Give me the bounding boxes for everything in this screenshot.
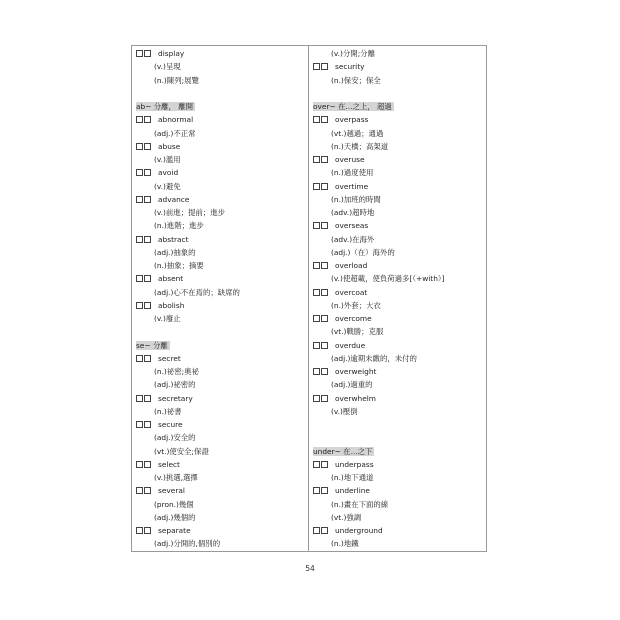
prefix-heading-text: ab~ 分離， 離開	[136, 102, 194, 111]
empty-box-icon	[136, 302, 143, 309]
definition-row	[313, 127, 485, 140]
empty-box-icon	[321, 395, 328, 402]
definition-row	[313, 471, 485, 484]
vocab-word: overwhelm	[335, 393, 377, 403]
vocab-word-row	[136, 166, 306, 179]
prefix-heading	[313, 100, 485, 113]
vocab-word: separate	[158, 526, 191, 535]
vocab-word-row	[136, 272, 306, 285]
blank-row	[313, 87, 485, 100]
empty-box-icon	[313, 527, 320, 534]
definition-row	[313, 378, 485, 391]
empty-box-icon	[313, 342, 320, 349]
empty-box-icon	[144, 395, 151, 402]
vocab-word: secretary	[158, 393, 193, 403]
vocab-word-row	[136, 113, 306, 126]
vocab-word-row	[136, 458, 306, 471]
empty-box-icon	[321, 183, 328, 190]
checkbox-pair	[136, 275, 154, 283]
definition-row	[136, 445, 306, 458]
definition-text: (vt.)戰勝；克服	[331, 327, 384, 337]
empty-box-icon	[321, 527, 328, 534]
definition-row	[136, 246, 306, 259]
vocab-word-row	[313, 339, 485, 352]
vocab-word: abolish	[158, 300, 185, 310]
empty-box-icon	[313, 262, 320, 269]
vocab-word-row	[313, 113, 485, 126]
checkbox-pair	[136, 116, 154, 124]
vocab-word: security	[335, 62, 365, 72]
definition-text: (v.)廢止	[154, 314, 181, 323]
vocab-word: underground	[335, 526, 383, 535]
checkbox-pair	[136, 196, 154, 204]
vocab-word: overweight	[335, 367, 377, 376]
definition-text: (v.)避免	[154, 181, 181, 191]
vocab-word: overpass	[335, 115, 369, 125]
checkbox-pair	[136, 527, 154, 535]
empty-box-icon	[144, 236, 151, 243]
prefix-heading	[313, 445, 485, 458]
definition-text: (adj.)過重的	[331, 380, 373, 390]
vocab-word-row	[136, 524, 306, 537]
vocab-word: avoid	[158, 168, 179, 178]
vocab-word: secret	[158, 353, 181, 363]
blank-row	[313, 418, 485, 431]
empty-box-icon	[321, 342, 328, 349]
checkbox-pair	[136, 421, 154, 429]
definition-text: (n.)保安；保全	[331, 75, 381, 85]
definition-row	[136, 511, 306, 524]
vocab-word-row	[313, 259, 485, 272]
vocab-word-row	[136, 484, 306, 497]
definition-row	[136, 405, 306, 418]
definition-row	[136, 286, 306, 299]
definition-text: (v.)濫用	[154, 155, 181, 164]
definition-row	[136, 259, 306, 272]
definition-row	[136, 219, 306, 232]
vocab-word-row	[136, 299, 306, 312]
definition-text: (vt.)越過；通過	[331, 128, 384, 138]
definition-text: (adj.)分開的,個別的	[154, 539, 221, 549]
definition-row	[136, 431, 306, 444]
empty-box-icon	[136, 169, 143, 176]
checkbox-pair	[313, 342, 331, 350]
definition-text: (adj.)祕密的	[154, 380, 196, 390]
checkbox-pair	[136, 395, 154, 403]
definition-row	[313, 325, 485, 338]
definition-text: (v.)呈現	[154, 62, 181, 72]
definition-text: (n.)進階；進步	[154, 221, 204, 231]
checkbox-pair	[313, 395, 331, 403]
definition-text: (n.)祕密;奧祕	[154, 367, 199, 376]
checkbox-pair	[313, 315, 331, 323]
definition-row	[136, 498, 306, 511]
checkbox-pair	[136, 169, 154, 177]
vocab-word: absent	[158, 274, 184, 284]
vocab-word: select	[158, 459, 180, 469]
definition-row	[313, 405, 485, 418]
definition-text: (n.)陳列;展覽	[154, 75, 199, 85]
definition-text: (adv.)在海外	[331, 234, 375, 244]
empty-box-icon	[136, 487, 143, 494]
vocab-word-row	[136, 233, 306, 246]
vocab-word-row	[136, 392, 306, 405]
definition-row	[313, 246, 485, 259]
empty-box-icon	[313, 156, 320, 163]
empty-box-icon	[136, 461, 143, 468]
definition-row	[313, 511, 485, 524]
definition-text: (vt.)使安全;保證	[154, 446, 209, 456]
empty-box-icon	[144, 169, 151, 176]
checkbox-pair	[313, 368, 331, 376]
vocab-word-row	[313, 392, 485, 405]
vocab-word: overcoat	[335, 287, 368, 297]
definition-row	[136, 312, 306, 325]
definition-row	[136, 537, 306, 550]
definition-row	[313, 206, 485, 219]
empty-box-icon	[136, 395, 143, 402]
prefix-heading-text: under~ 在...之下	[313, 446, 373, 456]
empty-box-icon	[144, 50, 151, 57]
definition-row	[136, 153, 306, 166]
vocab-word: underpass	[335, 459, 374, 469]
empty-box-icon	[136, 116, 143, 123]
checkbox-pair	[313, 63, 331, 71]
empty-box-icon	[321, 63, 328, 70]
empty-box-icon	[136, 527, 143, 534]
empty-box-icon	[144, 196, 151, 203]
prefix-heading-text: se~ 分離	[136, 340, 168, 350]
vocab-word-row	[313, 219, 485, 232]
empty-box-icon	[136, 236, 143, 243]
empty-box-icon	[321, 289, 328, 296]
definition-row	[313, 74, 485, 87]
empty-box-icon	[136, 275, 143, 282]
definition-text: (pron.)幾個	[154, 499, 194, 509]
definition-text: (n.)抽象；摘要	[154, 261, 204, 270]
definition-row	[136, 471, 306, 484]
empty-box-icon	[136, 196, 143, 203]
definition-row	[313, 193, 485, 206]
checkbox-pair	[136, 236, 154, 244]
vocab-word: abnormal	[158, 115, 194, 125]
definition-row	[313, 272, 485, 285]
definition-text: (n.)祕書	[154, 406, 182, 416]
empty-box-icon	[321, 222, 328, 229]
checkbox-pair	[313, 487, 331, 495]
checkbox-pair	[313, 156, 331, 164]
definition-row	[136, 60, 306, 73]
checkbox-pair	[313, 183, 331, 191]
checkbox-pair	[313, 222, 331, 230]
vocab-word: advance	[158, 194, 190, 204]
empty-box-icon	[144, 487, 151, 494]
definition-row	[313, 299, 485, 312]
definition-row	[136, 180, 306, 193]
empty-box-icon	[144, 421, 151, 428]
checkbox-pair	[136, 355, 154, 363]
definition-text: (n.)過度使用	[331, 168, 374, 178]
left-column	[136, 47, 306, 551]
vocab-word: display	[158, 49, 185, 58]
prefix-heading	[136, 339, 306, 352]
empty-box-icon	[313, 116, 320, 123]
definition-text: (adj.)不正常	[154, 128, 196, 138]
definition-row	[136, 127, 306, 140]
definition-row	[313, 352, 485, 365]
checkbox-pair	[136, 302, 154, 310]
checkbox-pair	[313, 262, 331, 270]
vocab-word: overload	[335, 261, 368, 270]
definition-text: (v.)分開;分離	[331, 49, 375, 58]
definition-text: (v.)壓倒	[331, 406, 358, 416]
prefix-heading	[136, 100, 306, 113]
vocab-word: overcome	[335, 314, 372, 323]
definition-text: (adv.)超時地	[331, 208, 375, 217]
empty-box-icon	[321, 262, 328, 269]
vocab-word-row	[136, 193, 306, 206]
definition-text: (v.)前進；提前；進步	[154, 208, 226, 217]
page-number: 54	[305, 564, 315, 573]
vocab-word: abuse	[158, 141, 181, 151]
checkbox-pair	[136, 143, 154, 151]
definition-text: (v.)使超載，使負荷過多[（+with）]	[331, 274, 445, 284]
vocab-word-row	[313, 458, 485, 471]
definition-row	[136, 74, 306, 87]
vocab-word: overtime	[335, 181, 369, 191]
column-divider	[308, 45, 309, 552]
empty-box-icon	[313, 368, 320, 375]
definition-text: (n.)外套；大衣	[331, 300, 381, 310]
definition-text: (adj.)心不在焉的；缺席的	[154, 287, 240, 297]
vocab-word: overseas	[335, 221, 369, 231]
empty-box-icon	[321, 156, 328, 163]
empty-box-icon	[313, 315, 320, 322]
definition-text: (n.)天橋；高架道	[331, 141, 389, 151]
definition-text: (adj.)抽象的	[154, 247, 196, 257]
vocab-word-row	[313, 60, 485, 73]
vocab-word-row	[313, 286, 485, 299]
vocab-word: abstract	[158, 234, 189, 244]
empty-box-icon	[144, 461, 151, 468]
empty-box-icon	[321, 116, 328, 123]
vocab-word-row	[313, 180, 485, 193]
empty-box-icon	[313, 183, 320, 190]
vocab-word-row	[136, 47, 306, 60]
definition-row	[313, 166, 485, 179]
empty-box-icon	[136, 143, 143, 150]
empty-box-icon	[321, 368, 328, 375]
empty-box-icon	[313, 487, 320, 494]
definition-text: (v.)挑選,選擇	[154, 473, 198, 482]
empty-box-icon	[144, 302, 151, 309]
definition-row	[313, 47, 485, 60]
definition-row	[313, 140, 485, 153]
definition-text: (vt.)強調	[331, 512, 362, 522]
checkbox-pair	[136, 461, 154, 469]
vocab-word: underline	[335, 486, 370, 496]
vocab-word-row	[313, 365, 485, 378]
vocab-word-row	[313, 312, 485, 325]
checkbox-pair	[313, 461, 331, 469]
definition-text: (n.)地鐵	[331, 539, 359, 549]
empty-box-icon	[144, 116, 151, 123]
checkbox-pair	[313, 527, 331, 535]
checkbox-pair	[136, 50, 154, 58]
empty-box-icon	[321, 315, 328, 322]
empty-box-icon	[313, 461, 320, 468]
definition-row	[136, 378, 306, 391]
blank-row	[136, 87, 306, 100]
definition-row	[136, 206, 306, 219]
definition-text: (adj.)（在）海外的	[331, 247, 395, 257]
vocab-word: overuse	[335, 155, 365, 164]
definition-text: (adj.)安全的	[154, 433, 196, 443]
vocab-word-row	[313, 484, 485, 497]
checkbox-pair	[313, 289, 331, 297]
empty-box-icon	[313, 63, 320, 70]
blank-row	[313, 431, 485, 444]
vocab-word-row	[136, 418, 306, 431]
definition-text: (n.)畫在下面的線	[331, 499, 389, 509]
empty-box-icon	[136, 421, 143, 428]
empty-box-icon	[321, 461, 328, 468]
blank-row	[136, 325, 306, 338]
empty-box-icon	[144, 143, 151, 150]
definition-row	[313, 537, 485, 550]
checkbox-pair	[136, 487, 154, 495]
empty-box-icon	[313, 289, 320, 296]
empty-box-icon	[321, 487, 328, 494]
definition-text: (n.)加班的時間	[331, 194, 381, 204]
vocab-word: several	[158, 486, 185, 496]
definition-text: (n.)地下通道	[331, 473, 374, 482]
checkbox-pair	[313, 116, 331, 124]
vocab-word-row	[313, 153, 485, 166]
empty-box-icon	[144, 275, 151, 282]
vocab-word-row	[136, 352, 306, 365]
definition-row	[313, 233, 485, 246]
empty-box-icon	[136, 355, 143, 362]
empty-box-icon	[313, 222, 320, 229]
empty-box-icon	[136, 50, 143, 57]
vocab-word-row	[136, 140, 306, 153]
definition-text: (adj.)幾個的	[154, 512, 196, 522]
definition-row	[313, 498, 485, 511]
vocab-word: secure	[158, 420, 183, 429]
vocab-word-row	[313, 524, 485, 537]
empty-box-icon	[144, 355, 151, 362]
empty-box-icon	[144, 527, 151, 534]
definition-row	[136, 365, 306, 378]
prefix-heading-text: over~ 在...之上， 超過	[313, 102, 392, 111]
empty-box-icon	[313, 395, 320, 402]
right-column	[313, 47, 485, 551]
vocab-word: overdue	[335, 340, 366, 350]
definition-text: (adj.)逾期未繳的，未付的	[331, 353, 417, 363]
